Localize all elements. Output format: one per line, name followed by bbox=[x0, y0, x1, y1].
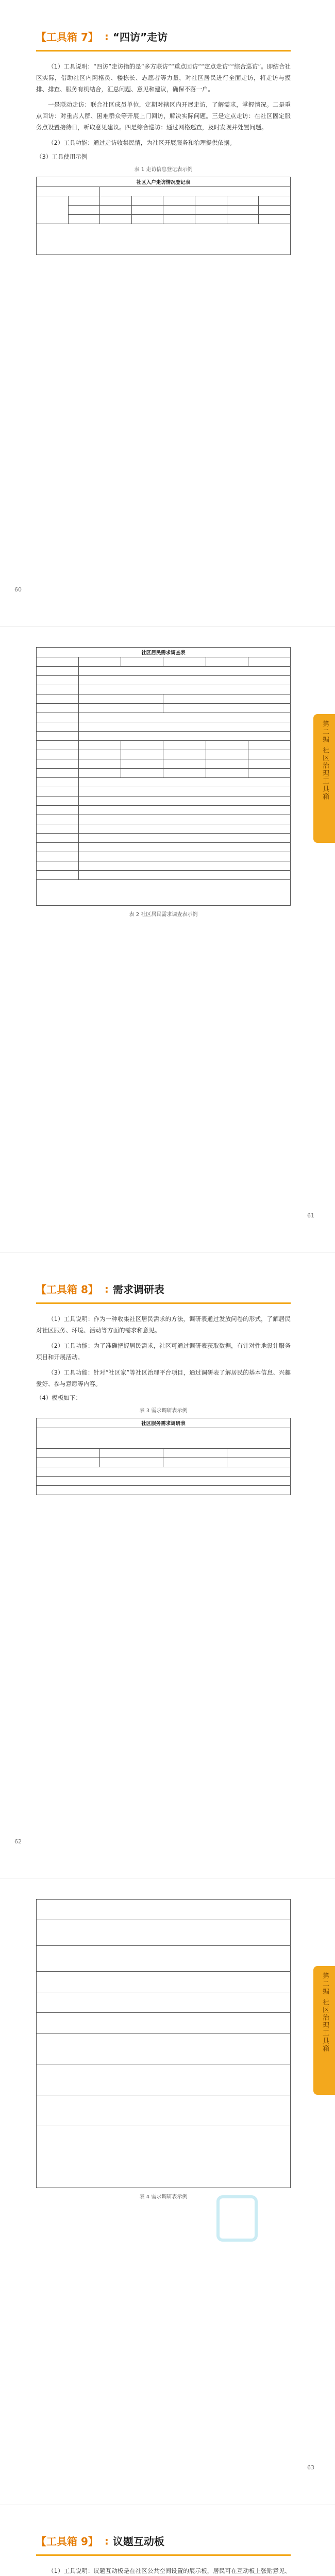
page-4 bbox=[0, 1878, 335, 2504]
paragraph: （1）工具说明：议题互动板是在社区公共空间设置的展示板，居民可在互动板上张贴意见、 bbox=[48, 2567, 291, 2574]
paragraph: （1）工具说明：作为一种收集社区居民需求的方法，调研表通过发放问卷的形式，了解居民对社区服务、环境、活动等方面的需求和意见。 bbox=[36, 1315, 291, 1334]
page-content bbox=[36, 1899, 291, 2204]
tool-title: 议题互动板 bbox=[112, 2535, 164, 2548]
subheading: （4）模板如下： bbox=[36, 1394, 81, 1401]
table-caption: 表 3 需求调研表示例 bbox=[139, 1408, 188, 1414]
table-caption: 表 4 需求调研表示例 bbox=[139, 2194, 188, 2200]
tool-title: “四访”走访 bbox=[112, 31, 168, 43]
paragraph: （3）工具功能：针对“社区家”等社区治理平台项目，通过调研表了解居民的基本信息、兴趣爱好、参与意愿等内容。 bbox=[36, 1369, 291, 1387]
table-caption: 表 2 社区居民需求调查表示例 bbox=[129, 912, 198, 918]
page-content bbox=[36, 1281, 291, 1499]
page-3 bbox=[0, 1252, 335, 1878]
title-rule bbox=[36, 2554, 291, 2556]
form-title: 社区服务需求调研表 bbox=[37, 1418, 291, 1428]
page-content bbox=[36, 29, 291, 259]
tool-heading bbox=[36, 1281, 291, 1296]
page-1 bbox=[0, 0, 335, 626]
page-number: 63 bbox=[307, 2464, 314, 2471]
tool-heading bbox=[36, 29, 291, 44]
title-separator: : bbox=[104, 1282, 109, 1295]
tool-prefix: 【工具箱 7】 bbox=[36, 31, 98, 43]
needs-survey-form bbox=[36, 647, 291, 906]
page-content bbox=[36, 2533, 291, 2576]
tool-prefix: 【工具箱 9】 bbox=[36, 2535, 98, 2548]
page-number: 60 bbox=[14, 586, 22, 593]
side-tab-label: 第二编 社区治理工具箱 bbox=[321, 1972, 329, 2053]
form-title: 社区居民需求调查表 bbox=[37, 648, 291, 657]
title-separator: : bbox=[104, 2534, 109, 2547]
page-number: 62 bbox=[14, 1838, 22, 1845]
paragraph: （2）工具功能：为了准确把握居民需求，社区可通过调研表获取数据，有针对性地设计服务项目和开展活动。 bbox=[36, 1342, 291, 1361]
table-caption: 表 1 走访信息登记表示例 bbox=[134, 167, 193, 173]
subheading: （3）工具使用示例 bbox=[36, 153, 88, 160]
page-number: 61 bbox=[307, 1212, 314, 1219]
tool-prefix: 【工具箱 8】 bbox=[36, 1283, 98, 1296]
side-tab-label: 第二编 社区治理工具箱 bbox=[321, 720, 329, 801]
tool-title: 需求调研表 bbox=[112, 1283, 164, 1296]
visit-form bbox=[36, 177, 291, 255]
survey-questions-form bbox=[36, 1899, 291, 2188]
title-rule bbox=[36, 50, 291, 52]
title-separator: : bbox=[104, 30, 109, 43]
paragraph: （2）工具功能：通过走访收集民情，为社区开展服务和治理提供依据。 bbox=[48, 139, 236, 146]
needs-research-form bbox=[36, 1418, 291, 1495]
title-rule bbox=[36, 1302, 291, 1304]
section-side-tab bbox=[313, 714, 335, 843]
tool-heading bbox=[36, 2533, 291, 2548]
paragraph: （1）工具说明：“四访”走访指的是“多方联访”“重点回访”“定点走访”“综合巡访”。即结合社区实际，借助社区内网格员、楼栋长、志愿者等力量，对社区居民进行全面走访，将走访与摸排、排查、服务有机结合，汇总问题、意见和建议，确保不落一户。 bbox=[36, 63, 291, 93]
page-5 bbox=[0, 2504, 335, 2576]
page-content bbox=[36, 647, 291, 922]
form-title: 社区入户走访情况登记表 bbox=[37, 177, 291, 187]
page-2 bbox=[0, 626, 335, 1252]
section-side-tab bbox=[313, 1966, 335, 2095]
paragraph: 一是联动走访：联合社区成员单位，定期对辖区内开展走访，了解需求，掌握情况。二是重点回访：对重点人群、困难群众等开展上门回访，解决实际问题。三是定点走访：在社区固定服务点设置接待日，听取意见建议。四是综合巡访：通过网格巡查，及时发现并处置问题。 bbox=[36, 101, 291, 131]
